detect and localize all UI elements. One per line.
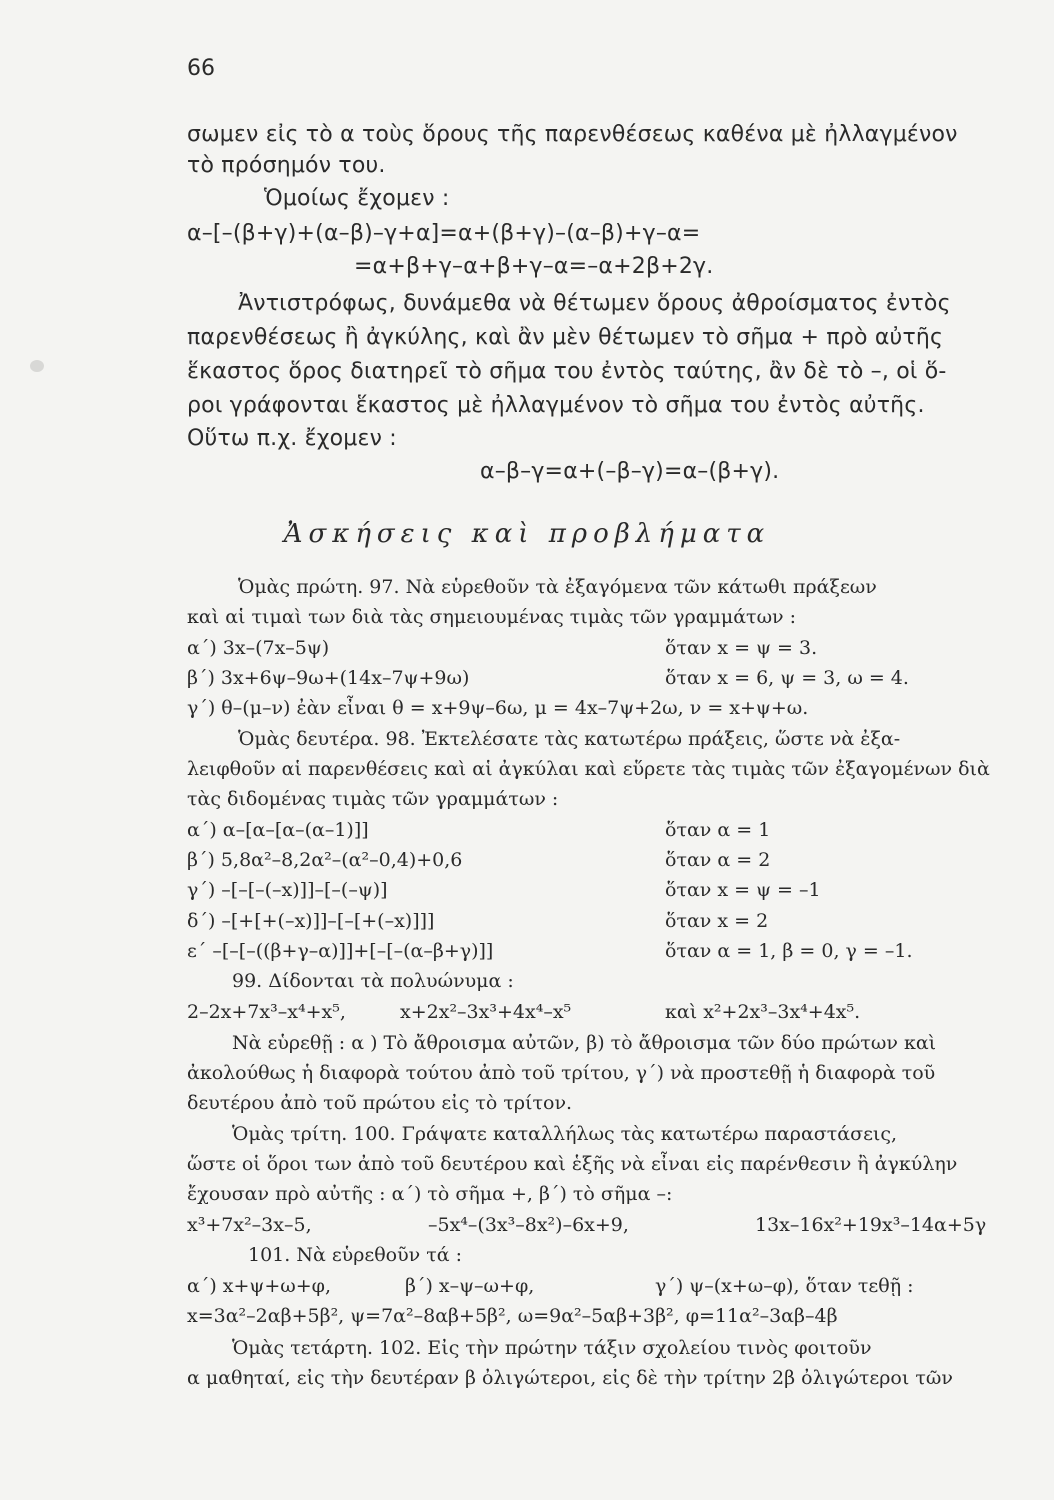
exercise-cond: ὅταν x = 2	[665, 910, 769, 932]
exercise-cond: ὅταν α = 1	[665, 819, 771, 841]
exercise-line: Ὁμὰς τρίτη. 100. Γράψατε καταλλήλως τὰς κατωτέρω παραστάσεις,	[232, 1123, 898, 1145]
exercise-expr: γ΄) θ–(μ–ν) ἐὰν εἶναι θ = x+9ψ–6ω, μ = 4x–7ψ+2ω, ν = x+ψ+ω.	[187, 697, 809, 719]
expression: x=3α²–2αβ+5β², ψ=7α²–8αβ+5β², ω=9α²–5αβ+3β², φ=11α²–3αβ–4β	[187, 1305, 838, 1327]
exercise-cond: ὅταν α = 2	[665, 849, 771, 871]
expression: –5x⁴–(3x³–8x²)–6x+9,	[428, 1214, 629, 1236]
exercise-expr: δ΄) –[+[+(–x)]]–[–[+(–x)]]]	[187, 910, 435, 932]
text-line: Οὕτω π.χ. ἔχομεν :	[187, 426, 397, 451]
exercise-expr: α΄) α–[α–[α–(α–1)]]	[187, 819, 369, 841]
text-line: ροι γράφονται ἕκαστος μὲ ἠλλαγμένον τὸ σῆμα του ἐντὸς αὐτῆς.	[187, 393, 925, 418]
exercise-line: Ὁμὰς πρώτη. 97. Νὰ εὑρεθοῦν τὰ ἐξαγόμενα τῶν κάτωθι πράξεων	[238, 576, 877, 598]
exercise-expr: ε΄ –[–[–((β+γ–α)]]+[–[–(α–β+γ)]]	[187, 940, 494, 962]
exercise-line: ἀκολούθως ἡ διαφορὰ τούτου ἀπὸ τοῦ τρίτου, γ΄) νὰ προστεθῇ ἡ διαφορὰ τοῦ	[187, 1062, 936, 1084]
polynomial: x+2x²–3x³+4x⁴–x⁵	[400, 1001, 572, 1023]
text-line: Ἀντιστρόφως, δυνάμεθα νὰ θέτωμεν ὅρους ἀθροίσματος ἐντὸς	[238, 291, 951, 316]
exercise-expr: α΄) 3x–(7x–5ψ)	[187, 637, 330, 659]
expression: α΄) x+ψ+ω+φ,	[187, 1275, 331, 1297]
expression: γ΄) ψ–(x+ω–φ), ὅταν τεθῇ :	[655, 1275, 914, 1297]
section-heading: Ἀσκήσεις καὶ προβλήματα	[283, 519, 771, 549]
exercise-cond: ὅταν x = ψ = 3.	[665, 637, 818, 659]
polynomial: καὶ x²+2x³–3x⁴+4x⁵.	[665, 1001, 861, 1023]
polynomial: 2–2x+7x³–x⁴+x⁵,	[187, 1001, 346, 1023]
exercise-line: ὥστε οἱ ὅροι των ἀπὸ τοῦ δευτέρου καὶ ἑξῆς νὰ εἶναι εἰς παρένθεσιν ἢ ἀγκύλην	[187, 1153, 958, 1175]
exercise-line: Νὰ εὑρεθῇ : α ) Τὸ ἄθροισμα αὐτῶν, β) τὸ ἄθροισμα τῶν δύο πρώτων καὶ	[232, 1032, 937, 1054]
exercise-line: ἔχουσαν πρὸ αὐτῆς : α΄) τὸ σῆμα +, β΄) τὸ σῆμα –:	[187, 1183, 673, 1205]
exercise-cond: ὅταν x = ψ = –1	[665, 879, 821, 901]
expression: x³+7x²–3x–5,	[187, 1214, 312, 1236]
page-number: 66	[187, 56, 215, 81]
exercise-cond: ὅταν α = 1, β = 0, γ = –1.	[665, 940, 913, 962]
exercise-line: α μαθηταί, εἰς τὴν δευτέραν β ὀλιγώτεροι, εἰς δὲ τὴν τρίτην 2β ὀλιγώτεροι τῶν	[187, 1367, 953, 1389]
text-line: ἕκαστος ὅρος διατηρεῖ τὸ σῆμα του ἐντὸς ταύτης, ἂν δὲ τὸ –, οἱ ὅ-	[187, 359, 947, 384]
exercise-cond: ὅταν x = 6, ψ = 3, ω = 4.	[665, 667, 909, 689]
exercise-line: καὶ αἱ τιμαὶ των διὰ τὰς σημειουμένας τιμὰς τῶν γραμμάτων :	[187, 606, 797, 628]
exercise-line: Ὁμὰς δευτέρα. 98. Ἐκτελέσατε τὰς κατωτέρω πράξεις, ὥστε νὰ ἐξα-	[238, 728, 901, 750]
exercise-expr: β΄) 3x+6ψ–9ω+(14x–7ψ+9ω)	[187, 667, 470, 689]
equation-line: α–[–(β+γ)+(α–β)–γ+α]=α+(β+γ)–(α–β)+γ–α=	[187, 221, 701, 246]
equation-line: α–β–γ=α+(–β–γ)=α–(β+γ).	[480, 459, 780, 484]
expression: 13x–16x²+19x³–14α+5γ	[755, 1214, 987, 1236]
exercise-expr: β΄) 5,8α²–8,2α²–(α²–0,4)+0,6	[187, 849, 463, 871]
exercise-line: τὰς διδομένας τιμὰς τῶν γραμμάτων :	[187, 788, 559, 810]
print-blemish	[30, 360, 44, 372]
expression: β΄) x–ψ–ω+φ,	[405, 1275, 535, 1297]
equation-line: =α+β+γ–α+β+γ–α=–α+2β+2γ.	[354, 254, 714, 279]
exercise-line: 99. Δίδονται τὰ πολυώνυμα :	[232, 970, 514, 992]
exercise-line: Ὁμὰς τετάρτη. 102. Εἰς τὴν πρώτην τάξιν σχολείου τινὸς φοιτοῦν	[232, 1337, 872, 1359]
text-line: Ὁμοίως ἔχομεν :	[264, 186, 450, 211]
text-line: τὸ πρόσημόν του.	[187, 153, 386, 178]
exercise-line: 101. Νὰ εὑρεθοῦν τά :	[248, 1244, 463, 1266]
exercise-line: δευτέρου ἀπὸ τοῦ πρώτου εἰς τὸ τρίτον.	[187, 1092, 573, 1114]
text-line: παρενθέσεως ἢ ἀγκύλης, καὶ ἂν μὲν θέτωμεν τὸ σῆμα + πρὸ αὐτῆς	[187, 325, 944, 350]
text-line: σωμεν εἰς τὸ α τοὺς ὅρους τῆς παρενθέσεως καθένα μὲ ἠλλαγμένον	[187, 122, 958, 147]
exercise-line: λειφθοῦν αἱ παρενθέσεις καὶ αἱ ἀγκύλαι καὶ εὕρετε τὰς τιμὰς τῶν ἐξαγομένων διὰ	[187, 758, 990, 780]
exercise-expr: γ΄) –[–[–(–x)]]–[–(–ψ)]	[187, 879, 388, 901]
